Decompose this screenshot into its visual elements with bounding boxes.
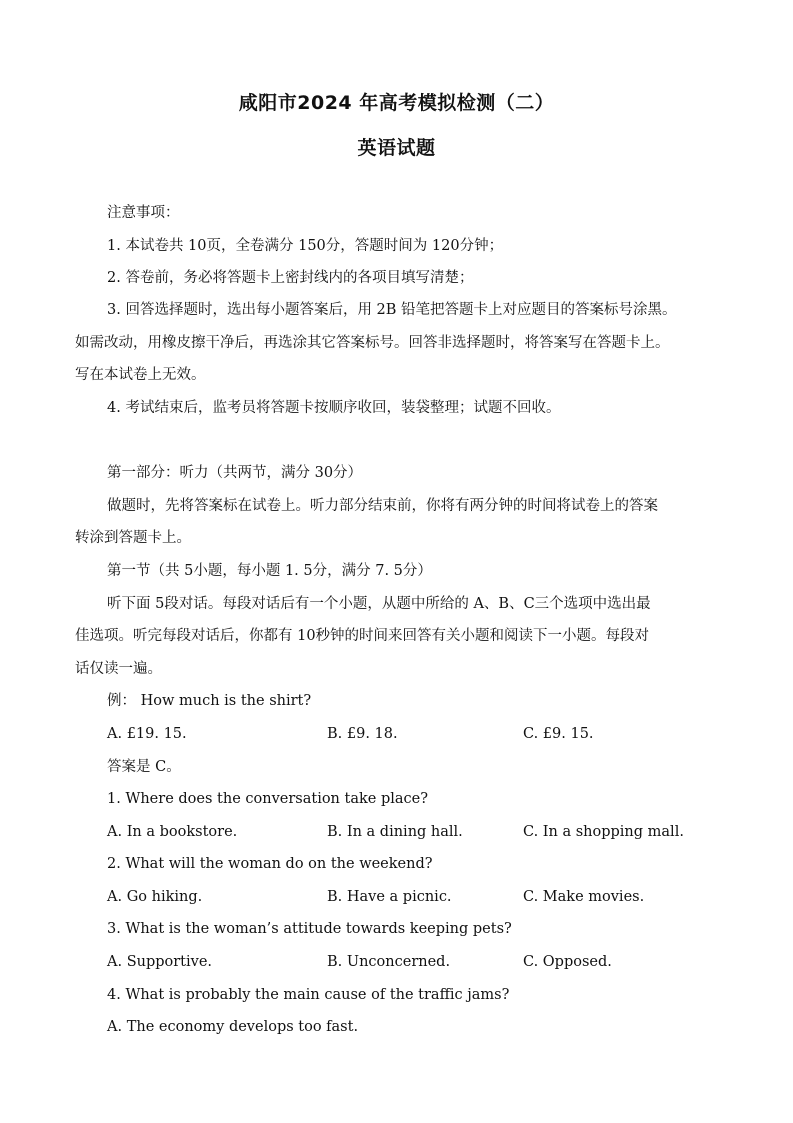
question-2: 2. What will the woman do on the weekend? xyxy=(107,856,433,872)
part1-intro: 做题时，先将答案标在试卷上。听力部分结束前，你将有两分钟的时间将试卷上的答案 xyxy=(107,498,658,514)
example-option-b: B. £9. 18. xyxy=(327,726,398,742)
question-3: 3. What is the woman’s attitude towards keeping pets? xyxy=(107,921,512,937)
question-2-option-c: C. Make movies. xyxy=(523,889,645,905)
question-4: 4. What is probably the main cause of the traffic jams? xyxy=(107,987,510,1003)
question-4-option-a: A. The economy develops too fast. xyxy=(107,1019,359,1035)
question-3-option-a: A. Supportive. xyxy=(107,954,213,970)
question-1-option-a: A. In a bookstore. xyxy=(107,824,238,840)
example-answer: 答案是 C。 xyxy=(107,759,181,775)
question-2-option-b: B. Have a picnic. xyxy=(327,889,452,905)
section1-heading: 第一节（共 5小题，每小题 1. 5分，满分 7. 5分） xyxy=(107,563,432,579)
question-3-option-b: B. Unconcerned. xyxy=(327,954,451,970)
question-1-option-b: B. In a dining hall. xyxy=(327,824,463,840)
note-item: 如需改动，用橡皮擦干净后，再选涂其它答案标号。回答非选择题时，将答案写在答题卡上。 xyxy=(75,335,670,351)
note-item: 2. 答卷前，务必将答题卡上密封线内的各项目填写清楚； xyxy=(107,270,474,286)
example-option-c: C. £9. 15. xyxy=(523,726,594,742)
section1-instructions: 佳选项。听完每段对话后，你都有 10秒钟的时间来回答有关小题和阅读下一小题。每段对 xyxy=(75,628,650,644)
question-1-option-c: C. In a shopping mall. xyxy=(523,824,684,840)
page-subtitle: 英语试题 xyxy=(357,137,436,159)
part1-heading: 第一部分：听力（共两节，满分 30分） xyxy=(107,465,363,481)
notes-heading: 注意事项： xyxy=(107,205,180,221)
part1-intro: 转涂到答题卡上。 xyxy=(75,530,191,546)
section1-instructions: 话仅读一遍。 xyxy=(75,661,162,677)
example-question: 例： How much is the shirt? xyxy=(107,693,312,709)
note-item: 写在本试卷上无效。 xyxy=(75,367,206,383)
section1-instructions: 听下面 5段对话。每段对话后有一个小题，从题中所给的 A、B、C三个选项中选出最 xyxy=(107,596,651,612)
note-item: 3. 回答选择题时，选出每小题答案后，用 2B 铅笔把答题卡上对应题目的答案标号涂黑。 xyxy=(107,302,677,318)
example-option-a: A. £19. 15. xyxy=(107,726,187,742)
page-title: 咸阳市2024 年高考模拟检测（二） xyxy=(238,92,555,114)
note-item: 4. 考试结束后，监考员将答题卡按顺序收回，装袋整理；试题不回收。 xyxy=(107,400,561,416)
question-3-option-c: C. Opposed. xyxy=(523,954,612,970)
note-item: 1. 本试卷共 10页，全卷满分 150分，答题时间为 120分钟； xyxy=(107,238,504,254)
question-1: 1. Where does the conversation take place? xyxy=(107,791,428,807)
question-2-option-a: A. Go hiking. xyxy=(107,889,203,905)
